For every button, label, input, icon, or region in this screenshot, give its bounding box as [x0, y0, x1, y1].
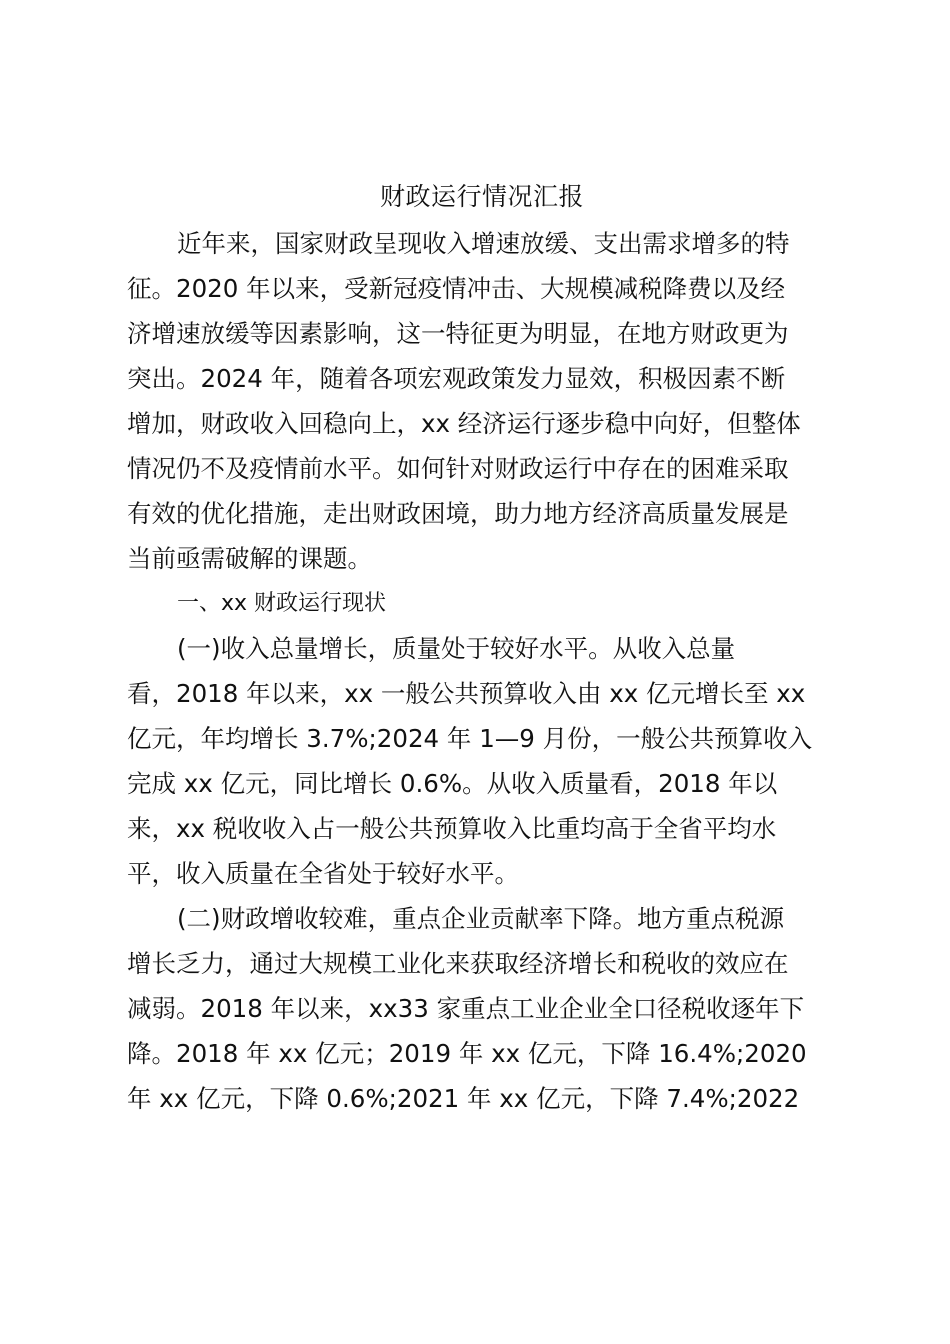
- text-line: 年 xx 亿元，下降 0.6%;2021 年 xx 亿元，下降 7.4%;2022: [127, 1084, 800, 1113]
- paragraph-revenue-difficulty: [127, 896, 837, 1121]
- text-line: 突出。2024 年，随着各项宏观政策发力显效，积极因素不断: [127, 364, 786, 393]
- text-line: 增长乏力，通过大规模工业化来获取经济增长和税收的效应在: [127, 949, 789, 978]
- text-line: (一)收入总量增长，质量处于较好水平。从收入总量: [177, 634, 736, 663]
- text-line: 完成 xx 亿元，同比增长 0.6%。从收入质量看，2018 年以: [127, 769, 778, 798]
- text-line: 平，收入质量在全省处于较好水平。: [127, 859, 519, 888]
- text-line: 济增速放缓等因素影响，这一特征更为明显，在地方财政更为: [127, 319, 789, 348]
- paragraph-revenue-growth: [127, 626, 837, 896]
- text-line: 减弱。2018 年以来，xx33 家重点工业企业全口径税收逐年下: [127, 994, 805, 1023]
- text-line: 有效的优化措施，走出财政困境，助力地方经济高质量发展是: [127, 499, 789, 528]
- text-line: 情况仍不及疫情前水平。如何针对财政运行中存在的困难采取: [127, 454, 789, 483]
- text-line: 近年来，国家财政呈现收入增速放缓、支出需求增多的特: [177, 229, 790, 258]
- text-line: (二)财政增收较难，重点企业贡献率下降。地方重点税源: [177, 904, 785, 933]
- text-line: 来，xx 税收收入占一般公共预算收入比重均高于全省平均水: [127, 814, 777, 843]
- text-line: 看，2018 年以来，xx 一般公共预算收入由 xx 亿元增长至 xx: [127, 679, 806, 708]
- intro-paragraph: [127, 221, 837, 581]
- section-heading: 一、xx 财政运行现状: [177, 591, 387, 616]
- document-title: 财政运行情况汇报: [379, 182, 584, 211]
- text-line: 降。2018 年 xx 亿元；2019 年 xx 亿元，下降 16.4%;2020: [127, 1039, 807, 1068]
- text-line: 当前亟需破解的课题。: [127, 544, 372, 573]
- document-body: [127, 173, 837, 1121]
- text-line: 增加，财政收入回稳向上，xx 经济运行逐步稳中向好，但整体: [127, 409, 801, 438]
- text-line: 亿元，年均增长 3.7%;2024 年 1—9 月份，一般公共预算收入: [127, 724, 813, 753]
- text-line: 征。2020 年以来，受新冠疫情冲击、大规模减税降费以及经: [127, 274, 786, 303]
